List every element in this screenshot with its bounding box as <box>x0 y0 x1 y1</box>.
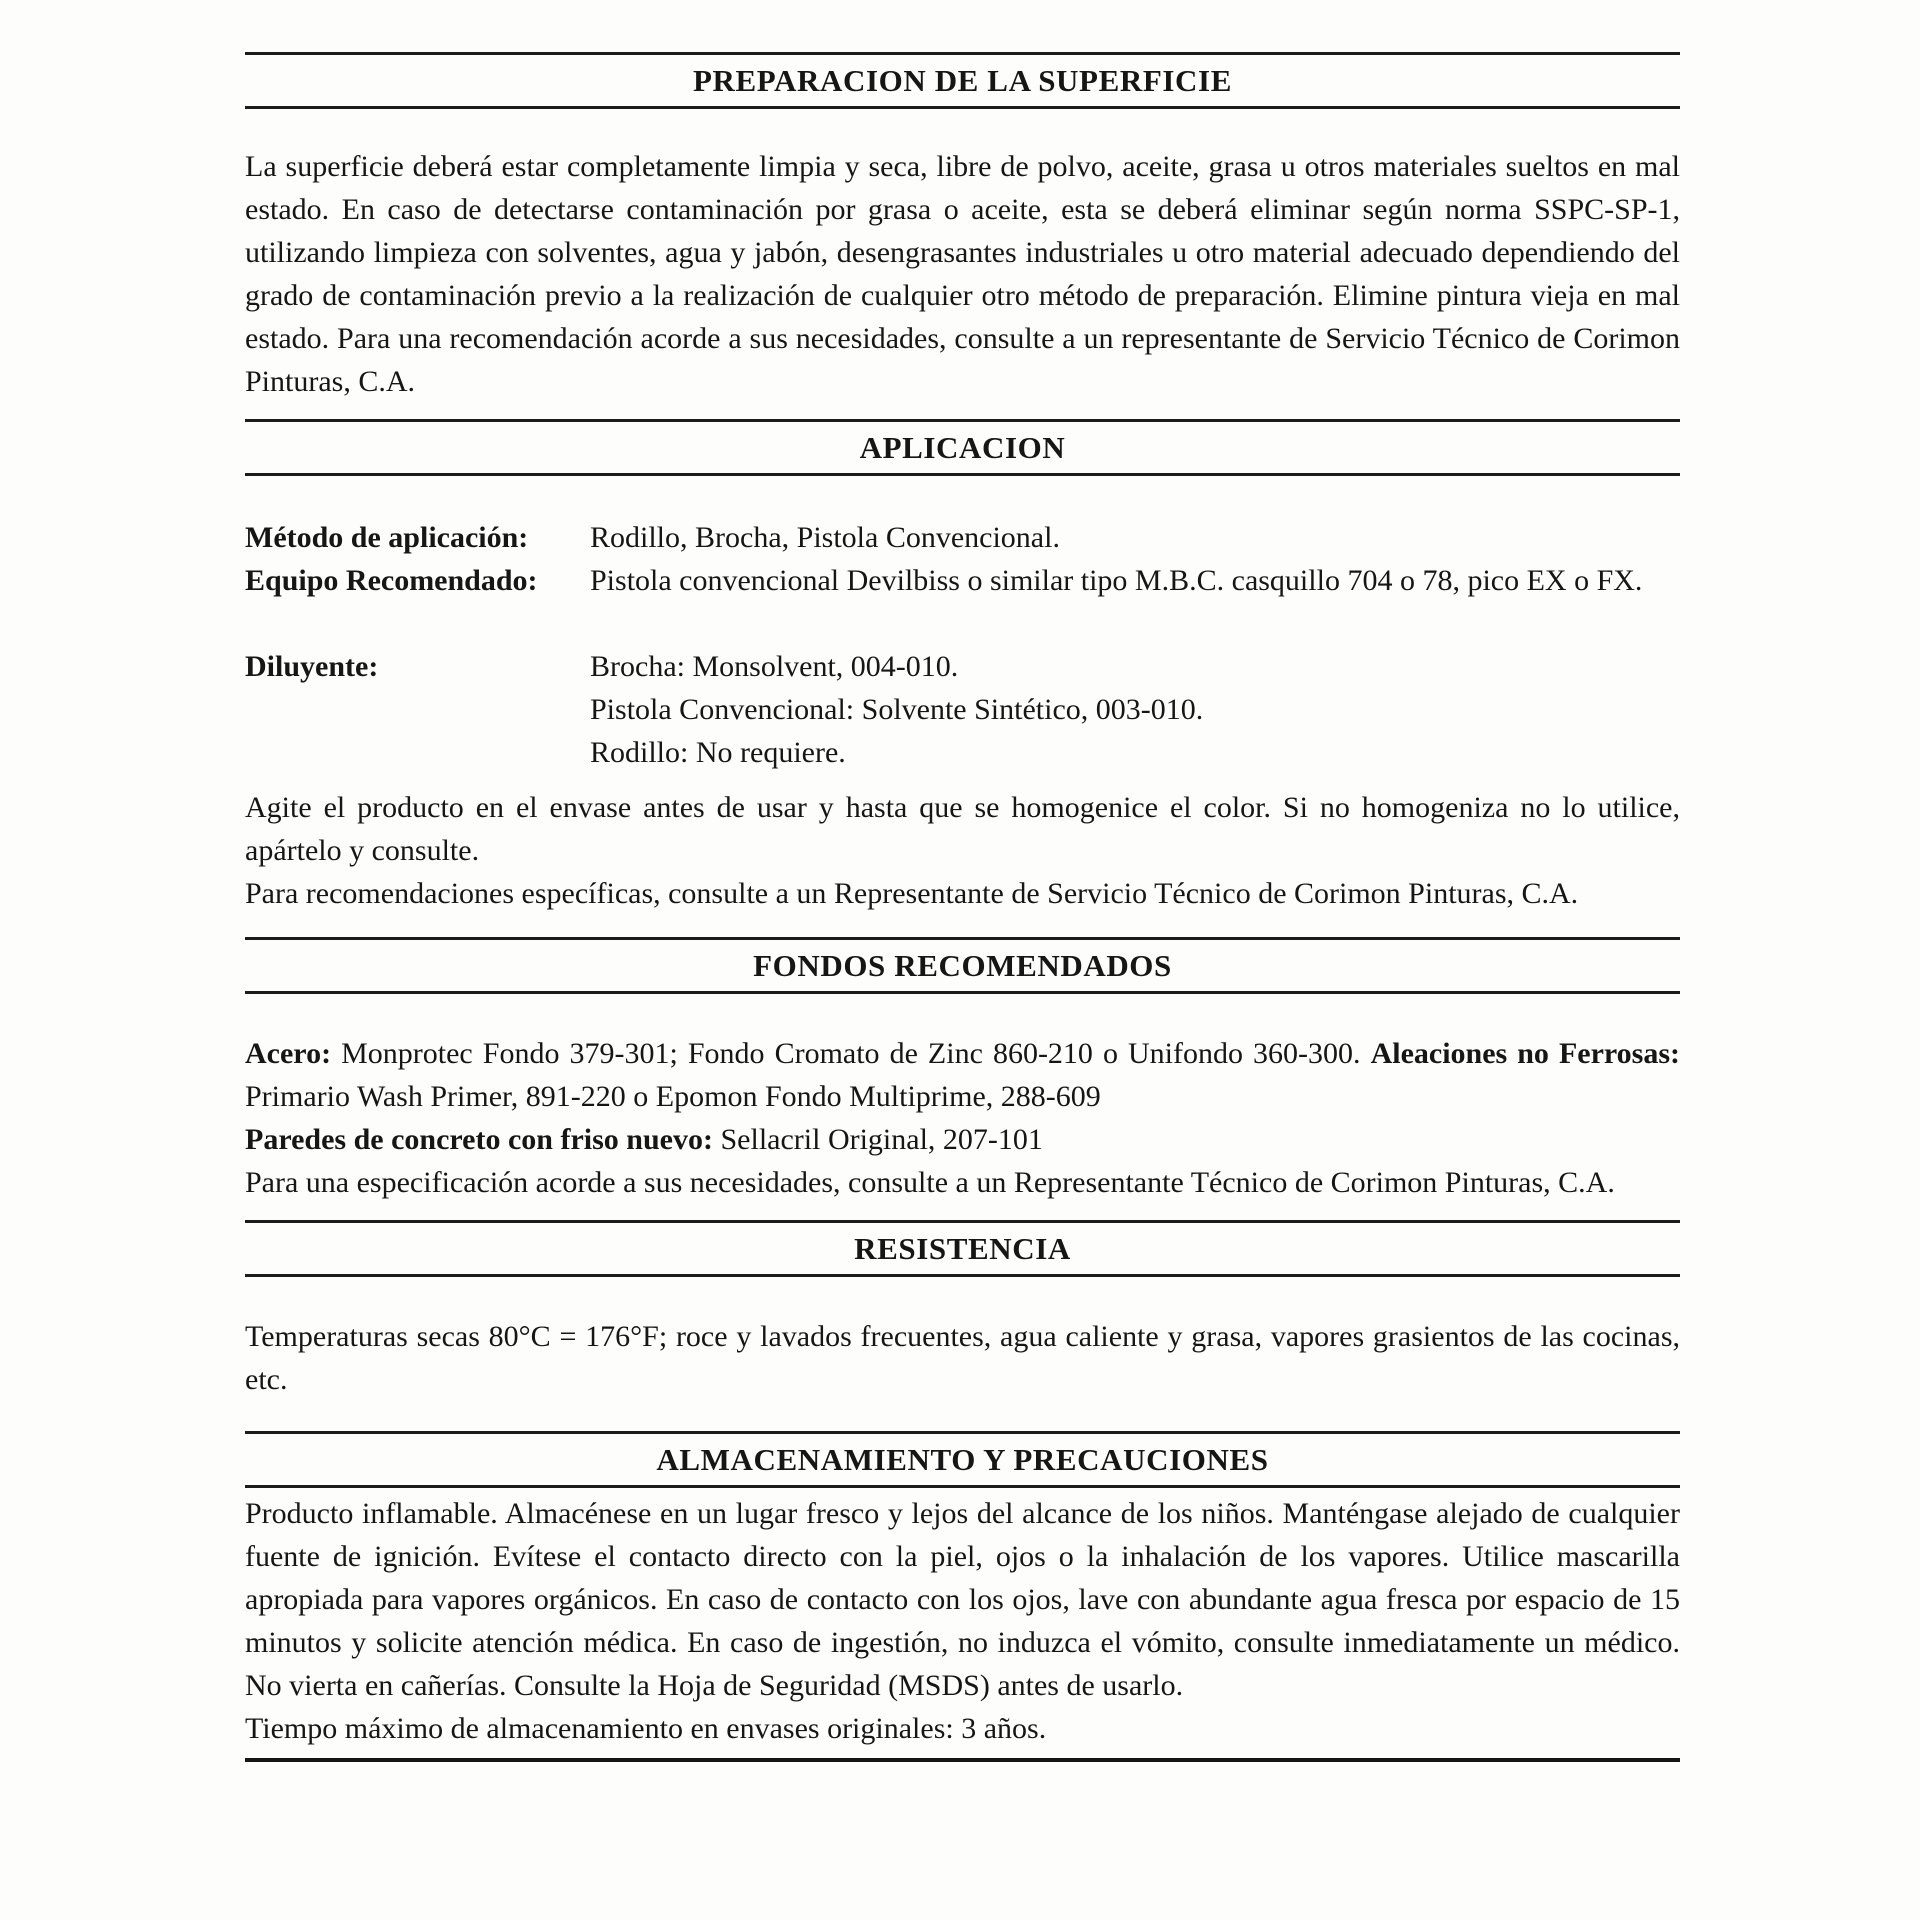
acero-label: Acero: <box>245 1037 332 1070</box>
aplicacion-table <box>245 516 1680 774</box>
tiempo-almacenamiento-line: Tiempo máximo de almacenamiento en envases originales: 3 años. <box>245 1712 1047 1745</box>
equipo-label: Equipo Recomendado: <box>245 564 538 597</box>
section-title-preparacion: PREPARACION DE LA SUPERFICIE <box>693 63 1232 98</box>
section-header-preparacion <box>245 52 1680 109</box>
aleaciones-text: Primario Wash Primer, 891-220 o Epomon Fondo Multiprime, 288-609 <box>245 1080 1101 1113</box>
diluyente-brocha: Brocha: Monsolvent, 004-010. <box>590 650 959 683</box>
fondos-paragraphs <box>245 1032 1680 1204</box>
divider <box>245 473 1680 476</box>
section-title-almacenamiento: ALMACENAMIENTO Y PRECAUCIONES <box>656 1442 1269 1477</box>
aleaciones-label: Aleaciones no Ferrosas: <box>1370 1037 1681 1070</box>
equipo-value: Pistola convencional Devilbiss o similar tipo M.B.C. casquillo 704 o 78, pico EX o FX. <box>590 564 1643 597</box>
section-title-resistencia: RESISTENCIA <box>854 1231 1071 1266</box>
almacenamiento-paragraphs <box>245 1492 1680 1750</box>
table-row-metodo <box>245 516 1680 559</box>
section-title-fondos: FONDOS RECOMENDADOS <box>753 948 1172 983</box>
section-header-almacenamiento <box>245 1431 1680 1488</box>
diluyente-rodillo: Rodillo: No requiere. <box>590 736 846 769</box>
divider <box>245 991 1680 994</box>
diluyente-label: Diluyente: <box>245 650 379 683</box>
document-content <box>245 52 1680 1762</box>
paredes-text: Sellacril Original, 207-101 <box>720 1123 1043 1156</box>
metodo-label: Método de aplicación: <box>245 521 529 554</box>
divider <box>245 106 1680 109</box>
metodo-value: Rodillo, Brocha, Pistola Convencional. <box>590 521 1060 554</box>
divider <box>245 1485 1680 1488</box>
agitar-note: Agite el producto en el envase antes de usar y hasta que se homogenice el color. Si no homogeniza no lo utilice, apártelo y consulte. <box>245 791 1680 867</box>
diluyente-pistola: Pistola Convencional: Solvente Sintético, 003-010. <box>590 693 1204 726</box>
acero-text: Monprotec Fondo 379-301; Fondo Cromato de Zinc 860-210 o Unifondo 360-300. <box>341 1037 1361 1070</box>
divider <box>245 1758 1680 1762</box>
section-title-aplicacion: APLICACION <box>859 430 1066 465</box>
section-header-fondos <box>245 937 1680 994</box>
diluyente-values <box>590 645 1680 774</box>
section-header-resistencia <box>245 1220 1680 1277</box>
table-row-equipo <box>245 559 1680 602</box>
resistencia-paragraph: Temperaturas secas 80°C = 176°F; roce y lavados frecuentes, agua caliente y grasa, vapores grasientos de las cocinas, etc. <box>245 1320 1680 1396</box>
fondos-acero-paragraph <box>245 1032 1680 1118</box>
aplicacion-notes <box>245 786 1680 915</box>
recomendaciones-note: Para recomendaciones específicas, consulte a un Representante de Servicio Técnico de Corimon Pinturas, C.A. <box>245 877 1579 910</box>
section-header-aplicacion <box>245 419 1680 476</box>
preparacion-paragraph: La superficie deberá estar completamente limpia y seca, libre de polvo, aceite, grasa u otros materiales sueltos en mal estado. En caso de detectarse contaminación por grasa o aceite, esta se deberá eliminar según norma SSPC-SP-1, utilizando limpieza con solventes, agua y jabón, desengrasantes industriales u otro material adecuado dependiendo del grado de contaminación previo a la realización de cualquier otro método de preparación. Elimine pintura vieja en mal estado. Para una recomendación acorde a sus necesidades, consulte a un representante de Servicio Técnico de Corimon Pinturas, C.A. <box>245 150 1680 398</box>
divider <box>245 1274 1680 1277</box>
precauciones-paragraph: Producto inflamable. Almacénese en un lugar fresco y lejos del alcance de los niños. Manténgase alejado de cualquier fuente de ignición. Evítese el contacto directo con la piel, ojos o la inhalación de los vapores. Utilice mascarilla apropiada para vapores orgánicos. En caso de contacto con los ojos, lave con abundante agua fresca por espacio de 15 minutos y solicite atención médica. En caso de ingestión, no induzca el vómito, consulte inmediatamente un médico. No vierta en cañerías. Consulte la Hoja de Seguridad (MSDS) antes de usarlo. <box>245 1497 1680 1702</box>
fondos-consulta-paragraph: Para una especificación acorde a sus necesidades, consulte a un Representante Técnico de Corimon Pinturas, C.A. <box>245 1166 1615 1199</box>
paredes-label: Paredes de concreto con friso nuevo: <box>245 1123 713 1156</box>
table-row-diluyente <box>245 645 1680 774</box>
fondos-paredes-paragraph <box>245 1118 1680 1161</box>
